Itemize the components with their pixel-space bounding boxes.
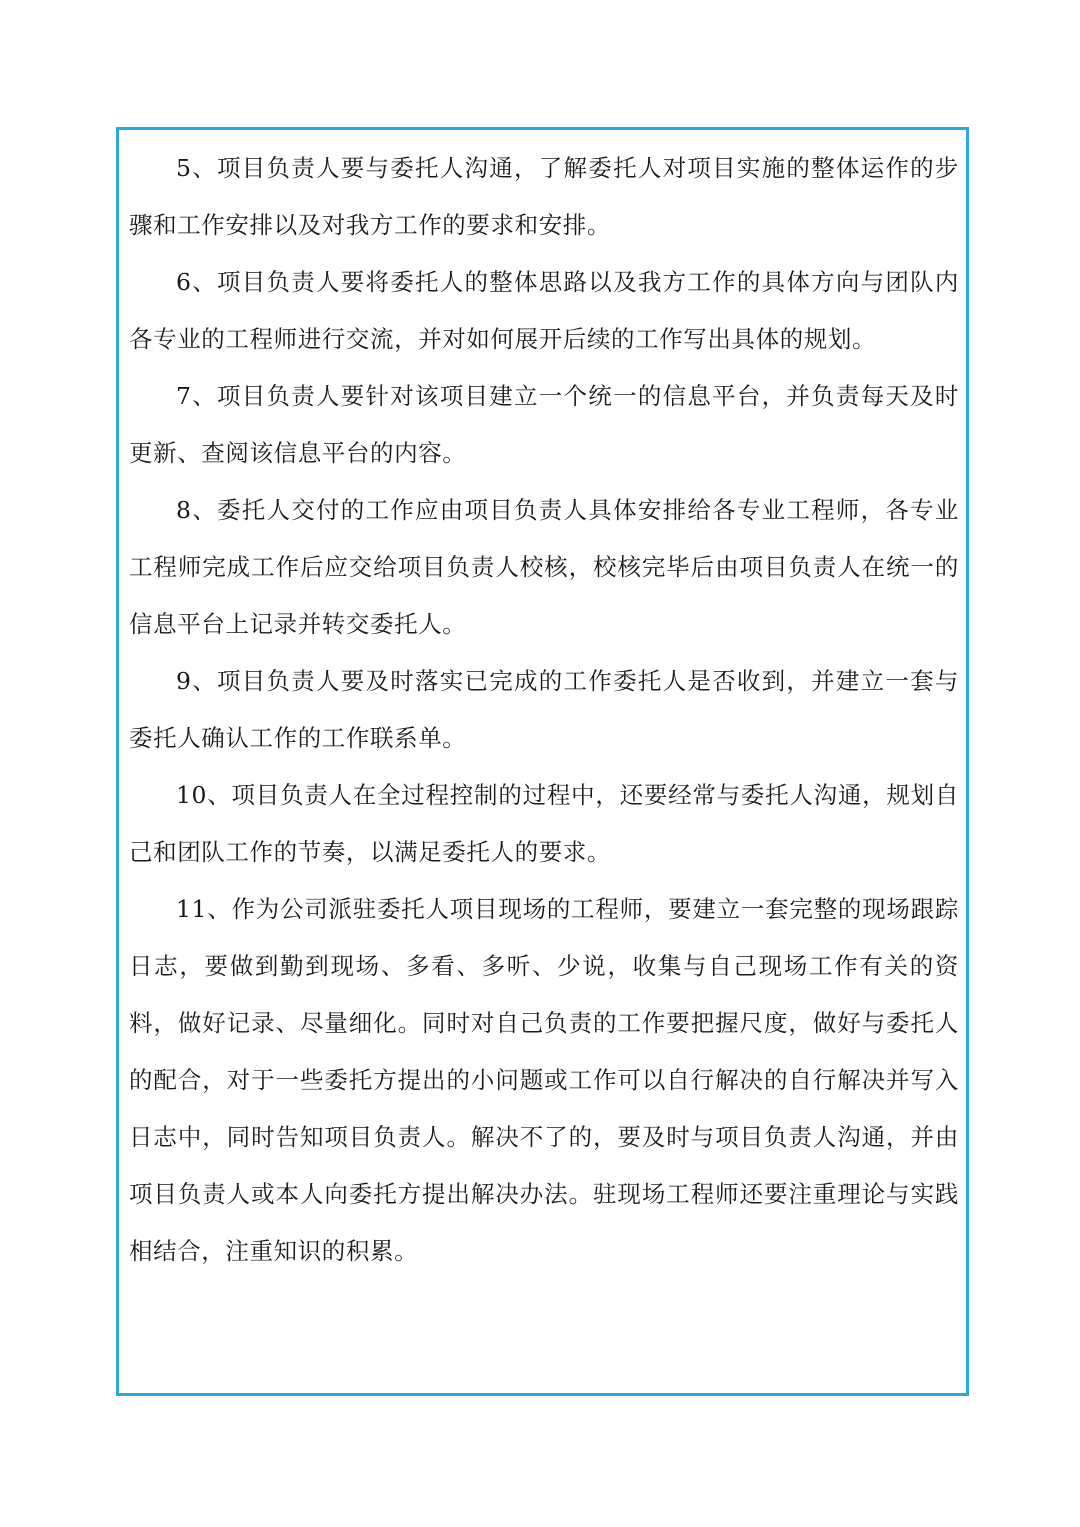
paragraph-item-10: 10、项目负责人在全过程控制的过程中，还要经常与委托人沟通，规划自己和团队工作的节奏，以满足委托人的要求。 <box>129 781 959 866</box>
document-frame <box>116 127 969 1396</box>
paragraph-item-11: 11、作为公司派驻委托人项目现场的工程师，要建立一套完整的现场跟踪日志，要做到勤到现场、多看、多听、少说，收集与自己现场工作有关的资料，做好记录、尽量细化。同时对自己负责的工作要把握尺度，做好与委托人的配合，对于一些委托方提出的小问题或工作可以自行解决的自行解决并写入日志中，同时告知项目负责人。解决不了的，要及时与项目负责人沟通，并由项目负责人或本人向委托方提出解决办法。驻现场工程师还要注重理论与实践相结合，注重知识的积累。 <box>129 895 959 1265</box>
paragraph-item-6: 6、项目负责人要将委托人的整体思路以及我方工作的具体方向与团队内各专业的工程师进行交流，并对如何展开后续的工作写出具体的规划。 <box>129 268 959 353</box>
paragraph-item-9: 9、项目负责人要及时落实已完成的工作委托人是否收到，并建立一套与委托人确认工作的工作联系单。 <box>129 667 959 752</box>
paragraph-item-8: 8、委托人交付的工作应由项目负责人具体安排给各专业工程师，各专业工程师完成工作后应交给项目负责人校核，校核完毕后由项目负责人在统一的信息平台上记录并转交委托人。 <box>129 496 959 638</box>
paragraph-item-7: 7、项目负责人要针对该项目建立一个统一的信息平台，并负责每天及时更新、查阅该信息平台的内容。 <box>129 382 959 467</box>
paragraph-item-5: 5、项目负责人要与委托人沟通，了解委托人对项目实施的整体运作的步骤和工作安排以及对我方工作的要求和安排。 <box>129 154 959 239</box>
document-body <box>129 140 959 1280</box>
